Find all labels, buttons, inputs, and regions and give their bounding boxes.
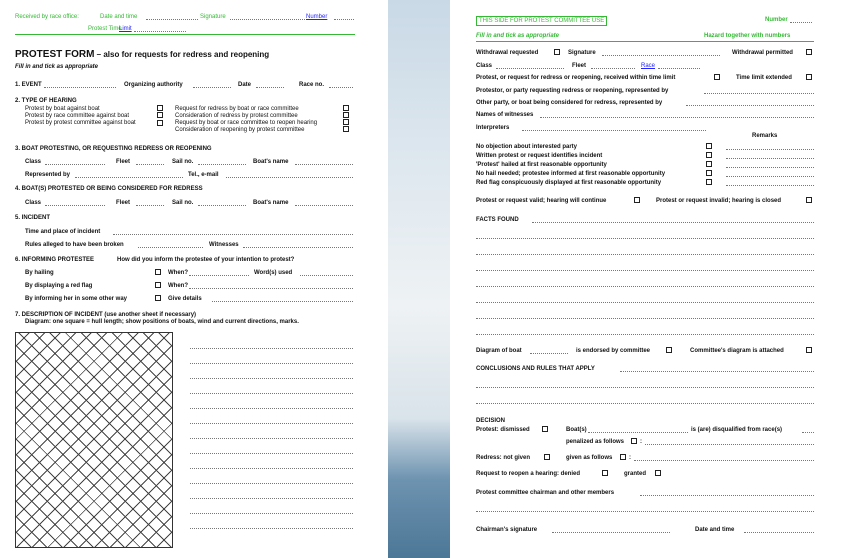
valid-label: Protest or request valid; hearing will continue xyxy=(476,198,607,204)
granted-check[interactable] xyxy=(655,470,661,476)
remarks-label: Remarks xyxy=(752,133,778,139)
incident-diagram-grid[interactable] xyxy=(15,332,173,548)
s4-class-label: Class xyxy=(25,200,42,206)
time-limit-extended-check[interactable] xyxy=(806,74,812,80)
reopen-denied-label: Request to reopen a hearing: denied xyxy=(476,471,581,477)
protestor-rep-label: Protestor, or party requesting redress or reopening, represented by xyxy=(476,88,669,94)
by-hailing-check[interactable] xyxy=(155,269,161,275)
check-1-box[interactable] xyxy=(706,152,712,158)
hearing-left-check-0[interactable] xyxy=(157,105,163,111)
s3-fleet-label: Fleet xyxy=(116,159,131,165)
protest-dismissed-label: Protest: dismissed xyxy=(476,427,530,433)
instruction: Fill in and tick as appropriate xyxy=(15,64,99,70)
check-0-box[interactable] xyxy=(706,143,712,149)
received-within-check[interactable] xyxy=(714,74,720,80)
check-3-label: No hail needed; protestee informed at first reasonable opportunity xyxy=(476,171,666,177)
r-signature-label: Signature xyxy=(568,50,596,56)
committee-diagram-check[interactable] xyxy=(806,347,812,353)
given-as-follows-check[interactable] xyxy=(620,454,626,460)
s4-fleet-label: Fleet xyxy=(116,200,131,206)
boats-protested-heading: 4. BOAT(S) PROTESTED OR BEING CONSIDERED FOR REDRESS xyxy=(15,186,203,192)
hazard-label: Hazard together with numbers xyxy=(704,33,791,39)
endorsed-label: is endorsed by committee xyxy=(576,348,651,354)
check-0-label: No objection about interested party xyxy=(476,144,578,150)
number-link[interactable]: Number xyxy=(306,14,328,20)
check-2-label: 'Protest' hailed at first reasonable opportunity xyxy=(476,162,607,168)
s3-class-label: Class xyxy=(25,159,42,165)
hearing-right-1: Consideration of redress by protest committee xyxy=(175,113,298,119)
withdrawal-requested-check[interactable] xyxy=(554,49,560,55)
words-used-label: Word(s) used xyxy=(254,270,293,276)
hearing-right-check-3[interactable] xyxy=(343,126,349,132)
s4-boat-label: Boat's name xyxy=(253,200,289,206)
received-within-label: Protest, or request for redress or reopening, received within time limit xyxy=(476,75,676,81)
other-way-check[interactable] xyxy=(155,295,161,301)
witnesses-label: Witnesses xyxy=(209,242,239,248)
by-flag-label: By displaying a red flag xyxy=(25,283,93,289)
hearing-right-3: Consideration of reopening by protest committee xyxy=(175,127,305,133)
check-3-box[interactable] xyxy=(706,170,712,176)
interpreters-label: Interpreters xyxy=(476,125,510,131)
redress-not-given-check[interactable] xyxy=(544,454,550,460)
hearing-left-2: Protest by protest committee against boat xyxy=(25,120,136,126)
hearing-right-2: Request by boat or race committee to reopen hearing xyxy=(175,120,318,126)
hearing-left-1: Protest by race committee against boat xyxy=(25,113,130,119)
diagram-boat-label: Diagram of boat xyxy=(476,348,522,354)
when2-label: When? xyxy=(168,283,188,289)
committee-diagram-label: Committee's diagram is attached xyxy=(690,348,784,354)
withdrawal-permitted-label: Withdrawal permitted xyxy=(732,50,793,56)
r-date-time-label: Date and time xyxy=(695,527,735,533)
time-place-label: Time and place of incident xyxy=(25,229,101,235)
protest-form-front xyxy=(0,0,388,558)
give-details-label: Give details xyxy=(168,296,202,302)
date-time-label: Date and time xyxy=(100,14,138,20)
hearing-left-check-1[interactable] xyxy=(157,112,163,118)
s3-rep-label: Represented by xyxy=(25,172,71,178)
penalized-check[interactable] xyxy=(631,438,637,444)
check-4-box[interactable] xyxy=(706,179,712,185)
committee-use-badge: THIS SIDE FOR PROTEST COMMITTEE USE xyxy=(476,16,607,26)
s3-tel-label: Tel., e-mail xyxy=(188,172,219,178)
decision-heading: DECISION xyxy=(476,418,506,424)
withdrawal-permitted-check[interactable] xyxy=(806,49,812,55)
facts-found-heading: FACTS FOUND xyxy=(476,217,519,223)
informing-question: How did you inform the protestee of your intention to protest? xyxy=(117,257,295,263)
description-heading: 7. DESCRIPTION OF INCIDENT (use another sheet if necessary) xyxy=(15,312,197,318)
by-hailing-label: By hailing xyxy=(25,270,54,276)
org-authority-label: Organizing authority xyxy=(124,82,183,88)
penalized-colon: : xyxy=(640,439,642,445)
diagram-note: Diagram: one square = hull length; show positions of boats, wind and current directions, marks. xyxy=(25,319,299,325)
received-by-label: Received by race office: xyxy=(15,14,79,20)
check-4-label: Red flag conspicuously displayed at first reasonable opportunity xyxy=(476,180,662,186)
redress-not-given-label: Redress: not given xyxy=(476,455,531,461)
given-colon: : xyxy=(629,455,631,461)
disqualified-label: is (are) disqualified from race(s) xyxy=(691,427,783,433)
s3-boat-label: Boat's name xyxy=(253,159,289,165)
race-link[interactable]: Race xyxy=(641,63,656,69)
r-class-label: Class xyxy=(476,63,493,69)
when1-label: When? xyxy=(168,270,188,276)
hearing-left-check-2[interactable] xyxy=(157,120,163,126)
r-fleet-label: Fleet xyxy=(572,63,587,69)
hearing-right-0: Request for redress by boat or race committee xyxy=(175,106,299,112)
s4-sail-label: Sail no. xyxy=(172,200,194,206)
check-1-label: Written protest or request identifies incident xyxy=(476,153,603,159)
withdrawal-requested-label: Withdrawal requested xyxy=(476,50,539,56)
other-way-label: By informing her in some other way xyxy=(25,296,128,302)
protest-time-label: Protest Time xyxy=(88,26,122,32)
protest-dismissed-check[interactable] xyxy=(542,426,548,432)
informing-heading: 6. INFORMING PROTESTEE xyxy=(15,257,95,263)
limit-link[interactable]: Limit xyxy=(119,26,132,32)
incident-heading: 5. INCIDENT xyxy=(15,215,51,221)
endorsed-check[interactable] xyxy=(666,347,672,353)
rules-label: Rules alleged to have been broken xyxy=(25,242,124,248)
s3-sail-label: Sail no. xyxy=(172,159,194,165)
protest-form-back xyxy=(450,0,842,558)
boat-protesting-heading: 3. BOAT PROTESTING, OR REQUESTING REDRESS OR REOPENING xyxy=(15,146,212,152)
form-title: PROTEST FORM – also for requests for redress and reopening xyxy=(15,49,270,60)
committee-number-label: Number xyxy=(765,17,788,23)
conclusions-heading: CONCLUSIONS AND RULES THAT APPLY xyxy=(476,366,595,372)
hearing-left-0: Protest by boat against boat xyxy=(25,106,100,112)
boats-label: Boat(s) xyxy=(566,427,587,433)
type-hearing-heading: 2. TYPE OF HEARING xyxy=(15,98,77,104)
valid-check[interactable] xyxy=(634,197,640,203)
given-as-follows-label: given as follows xyxy=(566,455,613,461)
hearing-right-check-1[interactable] xyxy=(343,112,349,118)
penalized-label: penalized as follows xyxy=(566,439,625,445)
invalid-label: Protest or request invalid; hearing is closed xyxy=(656,198,782,204)
chairman-signature-label: Chairman's signature xyxy=(476,527,538,533)
granted-label: granted xyxy=(624,471,647,477)
invalid-check[interactable] xyxy=(806,197,812,203)
race-no-label: Race no. xyxy=(299,82,325,88)
time-limit-extended-label: Time limit extended xyxy=(736,75,792,81)
event-heading: 1. EVENT xyxy=(15,82,42,88)
hearing-right-check-2[interactable] xyxy=(343,119,349,125)
check-2-box[interactable] xyxy=(706,161,712,167)
other-party-label: Other party, or boat being considered for redress, represented by xyxy=(476,100,663,106)
committee-instruction: Fill in and tick as appropriate xyxy=(476,33,560,39)
date-label: Date xyxy=(238,82,252,88)
reopen-denied-check[interactable] xyxy=(602,470,608,476)
witness-names-label: Names of witnesses xyxy=(476,112,534,118)
hearing-right-check-0[interactable] xyxy=(343,105,349,111)
signature-label: Signature xyxy=(200,14,226,20)
chairman-members-label: Protest committee chairman and other members xyxy=(476,490,615,496)
by-flag-check[interactable] xyxy=(155,282,161,288)
